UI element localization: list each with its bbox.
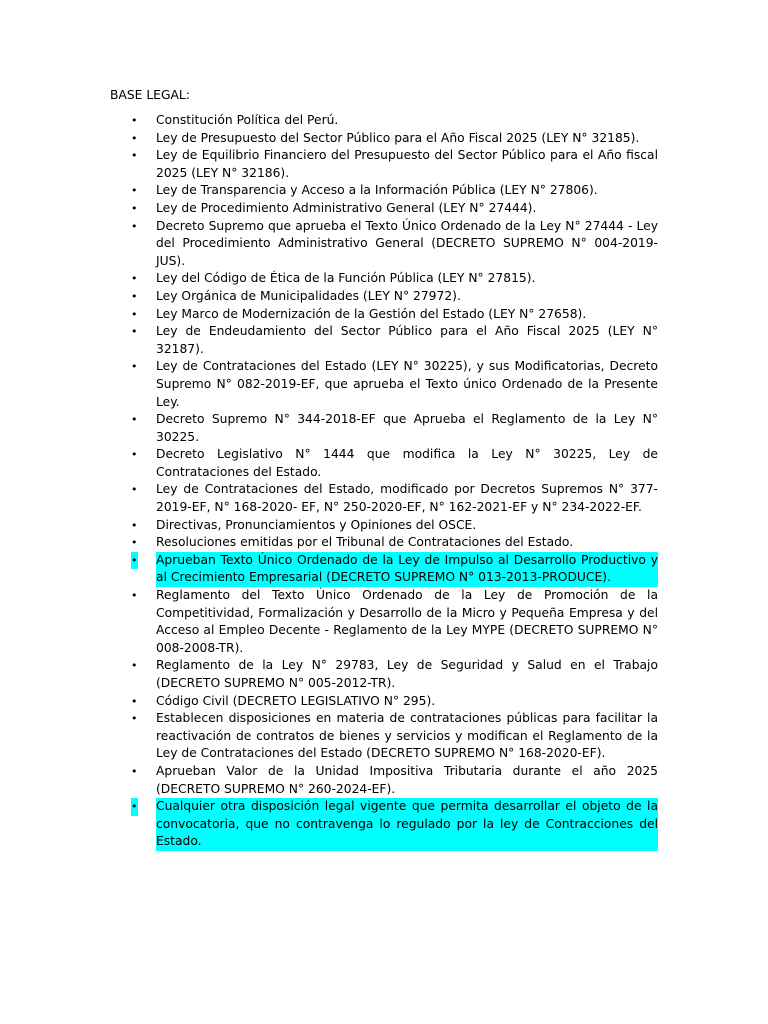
list-item — [110, 534, 658, 552]
list-item — [110, 517, 658, 535]
list-item — [110, 358, 658, 411]
list-item — [110, 411, 658, 446]
list-item — [110, 288, 658, 306]
list-item — [110, 763, 658, 798]
list-item-highlighted — [110, 552, 658, 587]
list-item-text: Reglamento del Texto Único Ordenado de la Ley de Promoción de la Competitividad, Formalización y Desarrollo de la Micro y Pequeña Empresa y del Acceso al Empleo Decente - Reglamento de la Ley MYPE (DECRETO SUPREMO N° 008-2008-TR). — [156, 588, 658, 655]
bullet-icon: • — [131, 764, 138, 778]
list-item-text: Cualquier otra disposición legal vigente que permita desarrollar el objeto de la convocatoria, que no contravenga lo regulado por la ley de Contracciones del Estado. — [156, 798, 658, 851]
bullet-icon: • — [131, 659, 138, 673]
bullet-icon: • — [131, 201, 138, 215]
list-item — [110, 147, 658, 182]
bullet-icon: • — [131, 536, 138, 550]
list-item-text: Decreto Supremo que aprueba el Texto Único Ordenado de la Ley N° 27444 - Ley del Procedimiento Administrativo General (DECRETO SUPREMO N° 004-2019-JUS). — [156, 218, 658, 268]
bullet-icon: • — [131, 712, 138, 726]
list-item — [110, 657, 658, 692]
bullet-icon: • — [131, 798, 138, 816]
list-item — [110, 112, 658, 130]
list-item-text: Establecen disposiciones en materia de contrataciones públicas para facilitar la reactivación de contratos de bienes y servicios y modifican el Reglamento de la Ley de Contrataciones del Estado (DECRETO SUPREMO N° 168-2020-EF). — [156, 711, 658, 761]
list-item-text: Reglamento de la Ley N° 29783, Ley de Seguridad y Salud en el Trabajo (DECRETO SUPREMO N° 005-2012-TR). — [156, 658, 658, 690]
list-item-text: Ley Orgánica de Municipalidades (LEY N° 27972). — [156, 288, 461, 303]
bullet-icon: • — [131, 694, 138, 708]
bullet-icon: • — [131, 272, 138, 286]
list-item — [110, 587, 658, 657]
bullet-icon: • — [131, 448, 138, 462]
bullet-icon: • — [131, 219, 138, 233]
bullet-icon: • — [131, 184, 138, 198]
list-item — [110, 218, 658, 271]
list-item-text: Ley de Transparencia y Acceso a la Información Pública (LEY N° 27806). — [156, 183, 598, 198]
bullet-icon: • — [131, 483, 138, 497]
bullet-icon: • — [131, 589, 138, 603]
list-item — [110, 481, 658, 516]
list-item-text: Ley de Contrataciones del Estado (LEY N° 30225), y sus Modificatorias, Decreto Supremo N° 082-2019-EF, que aprueba el Texto único Ordenado de la Presente Ley. — [156, 359, 658, 409]
list-item-text: Decreto Legislativo N° 1444 que modifica la Ley N° 30225, Ley de Contrataciones del Estado. — [156, 447, 658, 479]
list-item-text: Aprueban Valor de la Unidad Impositiva Tributaria durante el año 2025 (DECRETO SUPREMO N° 260-2024-EF). — [156, 763, 658, 796]
list-item-highlighted — [110, 798, 658, 851]
bullet-icon: • — [131, 552, 138, 570]
section-heading: BASE LEGAL: — [110, 88, 190, 102]
list-item-text: Ley de Contrataciones del Estado, modificado por Decretos Supremos N° 377-2019-EF, N° 168-2020- EF, N° 250-2020-EF, N° 162-2021-EF y N° 234-2022-EF. — [156, 482, 658, 515]
bullet-icon: • — [131, 131, 138, 145]
list-item-text: Código Civil (DECRETO LEGISLATIVO N° 295). — [156, 693, 436, 708]
bullet-icon: • — [131, 289, 138, 303]
list-item — [110, 446, 658, 481]
bullet-icon: • — [131, 325, 138, 339]
list-item — [110, 710, 658, 763]
list-item-text: Ley Marco de Modernización de la Gestión del Estado (LEY N° 27658). — [156, 306, 587, 321]
list-item-text: Ley del Código de Ética de la Función Pública (LEY N° 27815). — [156, 271, 536, 286]
list-item — [110, 693, 658, 711]
list-item-text: Ley de Equilibrio Financiero del Presupuesto del Sector Público para el Año fiscal 2025 (LEY N° 32186). — [156, 148, 658, 180]
list-item-text: Aprueban Texto Único Ordenado de la Ley de Impulso al Desarrollo Productivo y al Crecimiento Empresarial (DECRETO SUPREMO N° 013-2013-PRODUCE). — [156, 552, 658, 587]
list-item — [110, 182, 658, 200]
bullet-icon: • — [131, 114, 138, 127]
list-item-text: Constitución Política del Perú. — [156, 113, 339, 127]
bullet-icon: • — [131, 518, 138, 532]
legal-basis-list — [110, 112, 658, 851]
list-item-text: Ley de Endeudamiento del Sector Público para el Año Fiscal 2025 (LEY N° 32187). — [156, 324, 658, 356]
bullet-icon: • — [131, 360, 138, 374]
list-item — [110, 306, 658, 324]
list-item-text: Resoluciones emitidas por el Tribunal de Contrataciones del Estado. — [156, 535, 574, 550]
list-item-text: Directivas, Pronunciamientos y Opiniones del OSCE. — [156, 517, 477, 532]
list-item-text: Decreto Supremo N° 344-2018-EF que Aprueba el Reglamento de la Ley N° 30225. — [156, 412, 658, 444]
list-item-text: Ley de Presupuesto del Sector Público para el Año Fiscal 2025 (LEY N° 32185). — [156, 130, 640, 145]
bullet-icon: • — [131, 149, 138, 163]
bullet-icon: • — [131, 307, 138, 321]
bullet-icon: • — [131, 413, 138, 427]
list-item — [110, 200, 658, 218]
list-item — [110, 270, 658, 288]
list-item — [110, 323, 658, 358]
list-item-text: Ley de Procedimiento Administrativo General (LEY N° 27444). — [156, 200, 537, 215]
list-item — [110, 130, 658, 148]
